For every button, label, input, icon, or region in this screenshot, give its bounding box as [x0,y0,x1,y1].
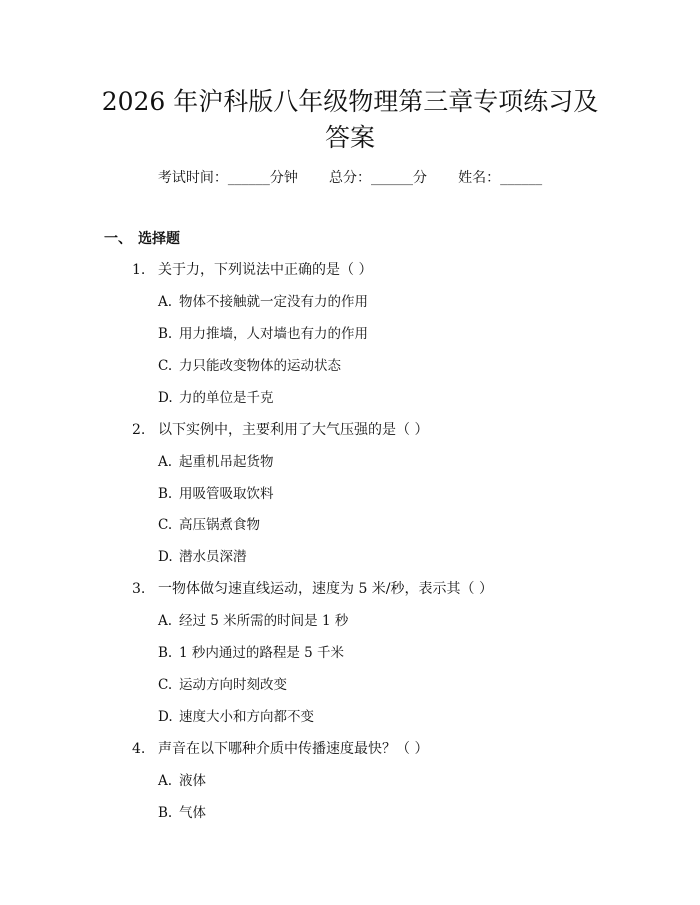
option-letter: B. [158,326,173,342]
section-number: 一、 [104,231,132,247]
option-text: 力只能改变物体的运动状态 [179,358,341,374]
option-text: 经过 5 米所需的时间是 1 秒 [179,613,349,629]
option-2d [158,547,247,567]
option-letter: A. [158,294,173,310]
option-letter: A. [158,454,173,470]
option-1c [158,356,341,376]
option-2a [158,452,274,472]
document-title-line-2: 答案 [324,123,375,152]
question-text: 一物体做匀速直线运动，速度为 5 米/秒，表示其（ ） [158,581,493,597]
option-2c [158,515,260,535]
option-text: 用力推墙，人对墙也有力的作用 [179,326,368,342]
question-4 [132,739,428,759]
option-letter: A. [158,773,173,789]
option-text: 高压锅煮食物 [179,517,260,533]
option-letter: C. [158,677,173,693]
option-text: 起重机吊起货物 [179,454,274,470]
option-text: 力的单位是千克 [179,390,274,406]
score-unit: 分 [413,170,427,186]
question-number: 2. [132,422,146,438]
option-text: 运动方向时刻改变 [179,677,287,693]
option-text: 潜水员深潜 [179,549,247,565]
option-3a [158,611,348,631]
option-text: 1 秒内通过的路程是 5 千米 [179,645,345,661]
question-text: 声音在以下哪种介质中传播速度最快？（ ） [158,741,429,757]
name-label: 姓名： [458,170,501,186]
option-letter: A. [158,613,173,629]
question-number: 1. [132,262,146,278]
question-text: 关于力，下列说法中正确的是（ ） [158,262,373,278]
option-4a [158,771,206,791]
question-number: 4. [132,741,146,757]
document-title-line-1: 2026 年沪科版八年级物理第三章专项练习及 [101,87,599,116]
question-3 [132,579,493,599]
option-3c [158,675,287,695]
option-3b [158,643,344,663]
score-blank: ______ [371,170,413,186]
question-number: 3. [132,581,146,597]
score-label: 总分： [329,170,371,186]
option-letter: D. [158,709,173,725]
time-unit: 分钟 [269,170,298,186]
option-2b [158,484,274,504]
option-1a [158,292,368,312]
time-label: 考试时间： [157,170,228,186]
question-2 [132,420,428,440]
question-1 [132,260,372,280]
option-text: 气体 [179,805,206,821]
option-text: 物体不接触就一定没有力的作用 [179,294,368,310]
option-letter: B. [158,645,173,661]
option-letter: D. [158,549,173,565]
option-letter: B. [158,486,173,502]
option-letter: C. [158,517,173,533]
option-text: 用吸管吸取饮料 [179,486,274,502]
time-blank: ______ [227,170,270,186]
option-text: 液体 [179,773,206,789]
option-text: 速度大小和方向都不变 [179,709,314,725]
option-letter: D. [158,390,173,406]
option-1b [158,324,368,344]
name-blank: ______ [500,170,543,186]
option-letter: B. [158,805,173,821]
exam-info-line [0,168,700,188]
option-letter: C. [158,358,173,374]
section-heading [104,229,180,249]
option-1d [158,388,274,408]
option-4b [158,803,206,823]
option-3d [158,707,314,727]
section-title: 选择题 [138,231,180,247]
question-text: 以下实例中，主要利用了大气压强的是（ ） [158,422,429,438]
